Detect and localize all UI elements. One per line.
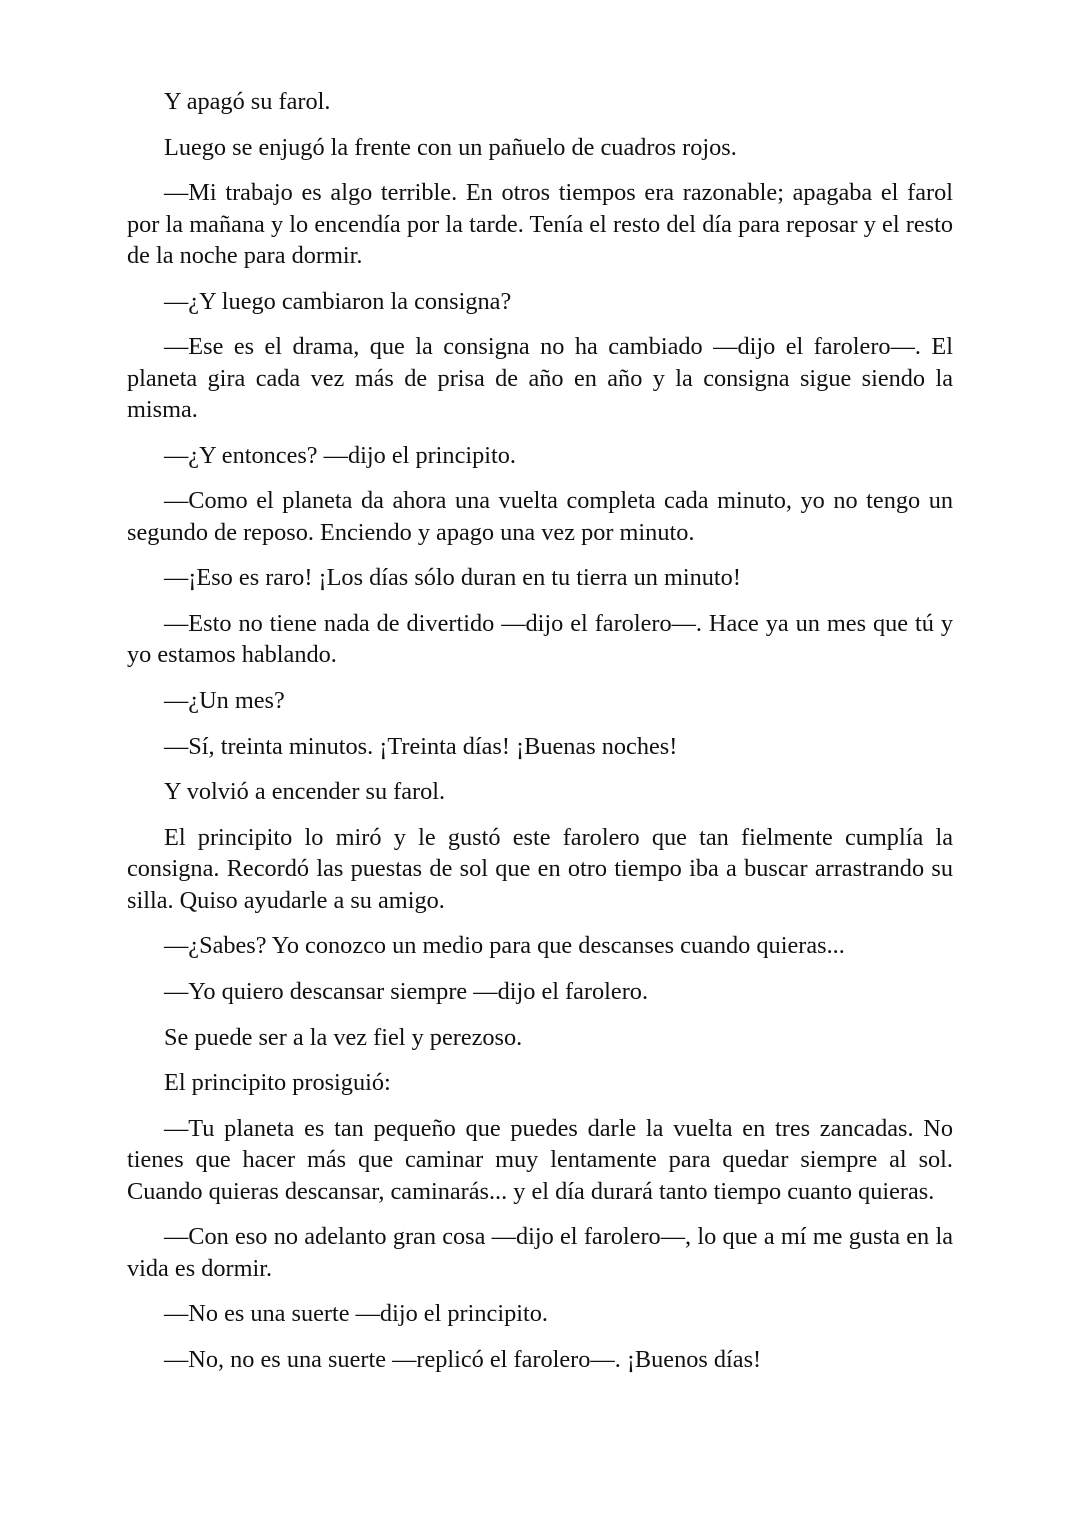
paragraph-13: El principito lo miró y le gustó este farolero que tan fielmente cumplía la consigna. Recordó las puestas de sol que en otro tiempo iba a buscar arrastrando su silla. Quiso ayudarle a su amigo.	[127, 824, 953, 914]
paragraph-15: —Yo quiero descansar siempre —dijo el farolero.	[164, 978, 649, 1005]
paragraph-6: —¿Y entonces? —dijo el principito.	[164, 441, 516, 469]
paragraph-21: —No, no es una suerte —replicó el farolero—. ¡Buenos días!	[164, 1346, 762, 1374]
paragraph-9: —Esto no tiene nada de divertido —dijo el farolero—. Hace ya un mes que tú y yo estamos hablando.	[127, 609, 953, 669]
paragraph-20: —No es una suerte —dijo el principito.	[164, 1300, 548, 1328]
paragraph-12: Y volvió a encender su farol.	[164, 778, 446, 806]
paragraph-18: —Tu planeta es tan pequeño que puedes darle la vuelta en tres zancadas. No tienes que hacer más que caminar muy lentamente para quedar siempre al sol. Cuando quieras descansar, caminarás... y el día durará tanto tiempo cuanto quieras.	[127, 1115, 953, 1205]
paragraph-11: —Sí, treinta minutos. ¡Treinta días! ¡Buenas noches!	[164, 732, 678, 760]
paragraph-16: Se puede ser a la vez fiel y perezoso.	[164, 1023, 523, 1051]
paragraph-19: —Con eso no adelanto gran cosa —dijo el farolero—, lo que a mí me gusta en la vida es dormir.	[127, 1223, 953, 1282]
paragraph-14: —¿Sabes? Yo conozco un medio para que descanses cuando quieras...	[164, 932, 845, 960]
paragraph-3: —Mi trabajo es algo terrible. En otros tiempos era razonable; apagaba el farol por la mañana y lo encendía por la tarde. Tenía el resto del día para reposar y el resto de la noche para dormir.	[127, 179, 953, 269]
paragraph-5: —Ese es el drama, que la consigna no ha cambiado —dijo el farolero—. El planeta gira cada vez más de prisa de año en año y la consigna sigue siendo la misma.	[127, 333, 953, 423]
paragraph-4: —¿Y luego cambiaron la consigna?	[164, 287, 512, 315]
paragraph-17: El principito prosiguió:	[164, 1069, 391, 1097]
paragraph-7: —Como el planeta da ahora una vuelta completa cada minuto, yo no tengo un segundo de reposo. Enciendo y apago una vez por minuto.	[127, 487, 953, 546]
document-page	[127, 86, 953, 1390]
paragraph-8: —¡Eso es raro! ¡Los días sólo duran en tu tierra un minuto!	[164, 564, 741, 592]
paragraph-1: Y apagó su farol.	[164, 88, 331, 115]
paragraph-10: —¿Un mes?	[164, 686, 285, 714]
paragraph-2: Luego se enjugó la frente con un pañuelo de cuadros rojos.	[164, 133, 737, 161]
